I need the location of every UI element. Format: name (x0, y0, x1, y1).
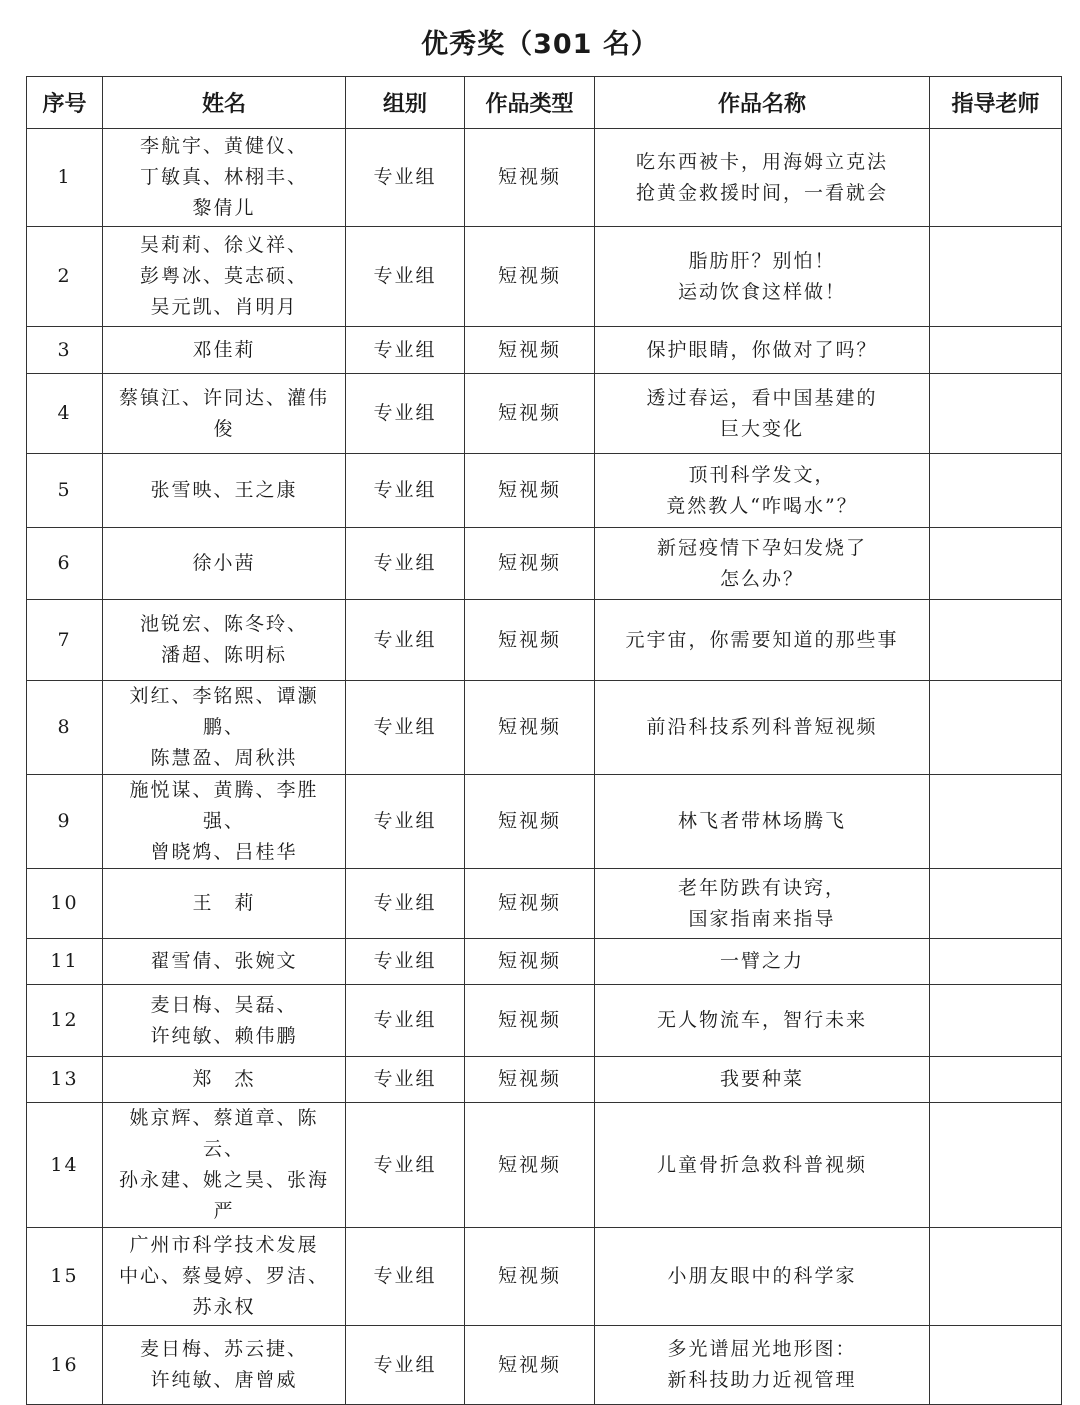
row-teacher (930, 327, 1062, 374)
row-work: 多光谱屈光地形图： 新科技助力近视管理 (595, 1326, 930, 1405)
row-teacher (930, 1228, 1062, 1326)
table-row (27, 129, 1062, 227)
table-row (27, 985, 1062, 1057)
row-group: 专业组 (346, 600, 465, 681)
row-work: 保护眼睛，你做对了吗？ (595, 327, 930, 374)
table-header-row (27, 77, 1062, 129)
row-type: 短视频 (465, 869, 595, 939)
row-teacher (930, 600, 1062, 681)
row-type: 短视频 (465, 775, 595, 869)
row-seq: 7 (27, 600, 103, 681)
row-type: 短视频 (465, 528, 595, 600)
row-names: 翟雪倩、张婉文 (103, 939, 346, 985)
row-seq: 5 (27, 454, 103, 528)
row-work: 我要种菜 (595, 1057, 930, 1103)
row-type: 短视频 (465, 327, 595, 374)
awards-table (26, 76, 1062, 1405)
header-name: 姓名 (103, 77, 346, 129)
row-type: 短视频 (465, 129, 595, 227)
row-seq: 16 (27, 1326, 103, 1405)
row-group: 专业组 (346, 227, 465, 327)
row-work: 小朋友眼中的科学家 (595, 1228, 930, 1326)
table-row (27, 1057, 1062, 1103)
row-teacher (930, 129, 1062, 227)
row-work: 一臂之力 (595, 939, 930, 985)
row-seq: 10 (27, 869, 103, 939)
row-group: 专业组 (346, 1057, 465, 1103)
row-names: 广州市科学技术发展 中心、蔡曼婷、罗洁、 苏永权 (103, 1228, 346, 1326)
row-seq: 2 (27, 227, 103, 327)
row-group: 专业组 (346, 681, 465, 775)
table-row (27, 374, 1062, 454)
row-names: 施悦谋、黄腾、李胜强、 曾晓鸩、吕桂华 (103, 775, 346, 869)
row-names: 刘红、李铭熙、谭灏鹏、 陈慧盈、周秋洪 (103, 681, 346, 775)
row-names: 张雪映、王之康 (103, 454, 346, 528)
row-work: 无人物流车，智行未来 (595, 985, 930, 1057)
table-row (27, 1103, 1062, 1228)
row-teacher (930, 869, 1062, 939)
row-names: 池锐宏、陈冬玲、 潘超、陈明标 (103, 600, 346, 681)
header-seq: 序号 (27, 77, 103, 129)
row-names: 李航宇、黄健仪、 丁敏真、林栩丰、 黎倩儿 (103, 129, 346, 227)
row-group: 专业组 (346, 1228, 465, 1326)
row-names: 姚京辉、蔡道章、陈云、 孙永建、姚之昊、张海严 (103, 1103, 346, 1228)
row-group: 专业组 (346, 1326, 465, 1405)
row-work: 透过春运，看中国基建的 巨大变化 (595, 374, 930, 454)
row-seq: 11 (27, 939, 103, 985)
row-group: 专业组 (346, 528, 465, 600)
row-group: 专业组 (346, 985, 465, 1057)
row-names: 王 莉 (103, 869, 346, 939)
row-group: 专业组 (346, 939, 465, 985)
row-type: 短视频 (465, 1326, 595, 1405)
row-teacher (930, 1103, 1062, 1228)
row-teacher (930, 454, 1062, 528)
row-work: 儿童骨折急救科普视频 (595, 1103, 930, 1228)
row-work: 新冠疫情下孕妇发烧了 怎么办？ (595, 528, 930, 600)
row-group: 专业组 (346, 374, 465, 454)
row-group: 专业组 (346, 454, 465, 528)
row-names: 麦日梅、苏云捷、 许纯敏、唐曾威 (103, 1326, 346, 1405)
row-seq: 12 (27, 985, 103, 1057)
row-group: 专业组 (346, 327, 465, 374)
row-names: 麦日梅、吴磊、 许纯敏、赖伟鹏 (103, 985, 346, 1057)
row-teacher (930, 1326, 1062, 1405)
row-names: 邓佳莉 (103, 327, 346, 374)
row-names: 蔡镇江、许同达、灌伟俊 (103, 374, 346, 454)
row-type: 短视频 (465, 1103, 595, 1228)
row-group: 专业组 (346, 129, 465, 227)
header-type: 作品类型 (465, 77, 595, 129)
row-names: 郑 杰 (103, 1057, 346, 1103)
row-seq: 15 (27, 1228, 103, 1326)
row-teacher (930, 374, 1062, 454)
row-seq: 13 (27, 1057, 103, 1103)
row-teacher (930, 227, 1062, 327)
row-seq: 6 (27, 528, 103, 600)
table-row (27, 775, 1062, 869)
row-seq: 4 (27, 374, 103, 454)
row-work: 老年防跌有诀窍， 国家指南来指导 (595, 869, 930, 939)
row-type: 短视频 (465, 681, 595, 775)
row-group: 专业组 (346, 1103, 465, 1228)
row-seq: 1 (27, 129, 103, 227)
row-group: 专业组 (346, 775, 465, 869)
row-seq: 9 (27, 775, 103, 869)
header-teacher: 指导老师 (930, 77, 1062, 129)
header-group: 组别 (346, 77, 465, 129)
row-teacher (930, 528, 1062, 600)
row-teacher (930, 681, 1062, 775)
row-work: 元宇宙，你需要知道的那些事 (595, 600, 930, 681)
row-type: 短视频 (465, 227, 595, 327)
row-type: 短视频 (465, 985, 595, 1057)
row-type: 短视频 (465, 1228, 595, 1326)
row-teacher (930, 939, 1062, 985)
table-row (27, 869, 1062, 939)
row-names: 吴莉莉、徐义祥、 彭粤冰、莫志硕、 吴元凯、肖明月 (103, 227, 346, 327)
table-row (27, 454, 1062, 528)
row-seq: 8 (27, 681, 103, 775)
table-row (27, 1228, 1062, 1326)
table-row (27, 528, 1062, 600)
row-work: 前沿科技系列科普短视频 (595, 681, 930, 775)
row-type: 短视频 (465, 600, 595, 681)
row-work: 顶刊科学发文， 竟然教人“咋喝水”？ (595, 454, 930, 528)
row-type: 短视频 (465, 939, 595, 985)
row-teacher (930, 775, 1062, 869)
table-row (27, 939, 1062, 985)
row-type: 短视频 (465, 1057, 595, 1103)
table-row (27, 1326, 1062, 1405)
table-row (27, 600, 1062, 681)
table-row (27, 681, 1062, 775)
row-teacher (930, 1057, 1062, 1103)
row-type: 短视频 (465, 454, 595, 528)
row-group: 专业组 (346, 869, 465, 939)
table-row (27, 227, 1062, 327)
row-type: 短视频 (465, 374, 595, 454)
page-title: 优秀奖（301 名） (421, 29, 659, 60)
table-row (27, 327, 1062, 374)
row-work: 林飞者带林场腾飞 (595, 775, 930, 869)
row-names: 徐小茜 (103, 528, 346, 600)
row-seq: 14 (27, 1103, 103, 1228)
row-work: 吃东西被卡，用海姆立克法 抢黄金救援时间，一看就会 (595, 129, 930, 227)
row-seq: 3 (27, 327, 103, 374)
header-work: 作品名称 (595, 77, 930, 129)
row-teacher (930, 985, 1062, 1057)
row-work: 脂肪肝？别怕！ 运动饮食这样做！ (595, 227, 930, 327)
